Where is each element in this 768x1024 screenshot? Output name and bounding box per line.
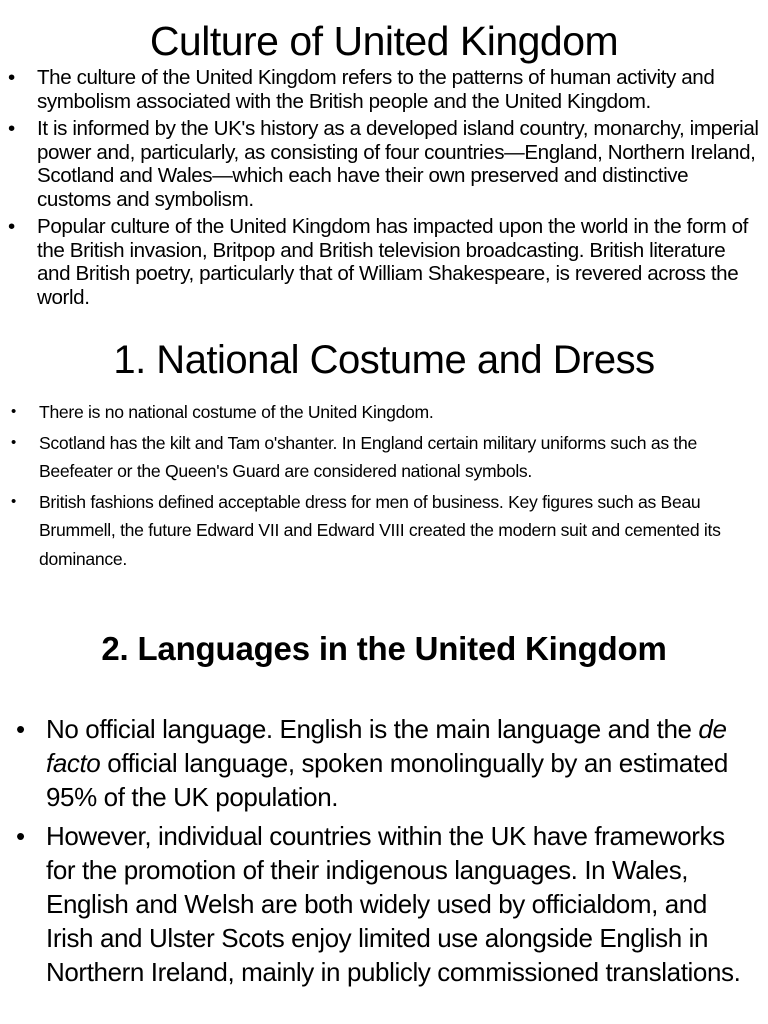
bullet-text: Popular culture of the United Kingdom has impacted upon the world in the form of the British invasion, Britpop and British television broadcasting. British literature and British poetry, particularly that of William Shakespeare, is revered across the world. — [37, 215, 748, 309]
bullet-text: There is no national costume of the United Kingdom. — [39, 402, 434, 422]
list-item — [11, 398, 759, 427]
list-item — [11, 429, 759, 486]
bullet-text-part: official language, spoken monolingually by an estimated 95% of the UK population. — [46, 748, 728, 812]
bullet-text: The culture of the United Kingdom refers to the patterns of human activity and symbolism associated with the British people and the United Kingdom. — [37, 66, 715, 113]
bullet-icon: • — [8, 117, 15, 140]
costume-bullet-list — [11, 398, 759, 575]
list-item — [16, 819, 758, 989]
bullet-icon: • — [16, 714, 25, 744]
section-heading-languages: 2. Languages in the United Kingdom — [101, 630, 667, 667]
page-title: Culture of United Kingdom — [149, 18, 619, 64]
list-item — [11, 488, 759, 574]
bullet-text: Scotland has the kilt and Tam o'shanter. In England certain military uniforms such as the Beefeater or the Queen's Guard are considered national symbols. — [39, 432, 697, 481]
bullet-icon: • — [8, 66, 15, 89]
bullet-text-part: No official language. English is the main language and the — [46, 714, 699, 744]
bullet-text: However, individual countries within the UK have frameworks for the promotion of their indigenous languages. In Wales, English and Welsh are both widely used by officialdom, and Irish and Ulster Scots enjoy limited use alongside English in Northern Ireland, mainly in publicly commissioned translations. — [46, 821, 741, 987]
list-item — [8, 215, 759, 309]
intro-bullet-list — [8, 66, 759, 313]
italic-term: de facto — [46, 714, 727, 778]
bullet-icon: • — [11, 433, 16, 451]
bullet-text: It is informed by the UK's history as a developed island country, monarchy, imperial power and, particularly, as consisting of four countries—England, Northern Ireland, Scotland and Wales—which each have their own preserved and distinctive customs and symbolism. — [37, 117, 759, 211]
section-heading-costume: 1. National Costume and Dress — [113, 338, 655, 382]
list-item — [8, 66, 759, 113]
list-item — [8, 117, 759, 211]
bullet-icon: • — [11, 403, 16, 420]
bullet-text — [46, 714, 728, 812]
languages-bullet-list — [16, 712, 758, 994]
bullet-text: British fashions defined acceptable dress for men of business. Key figures such as Beau Brummell, the future Edward VII and Edward VIII created the modern suit and cemented its dominance. — [39, 491, 721, 569]
list-item — [16, 712, 758, 814]
bullet-icon: • — [8, 215, 15, 238]
bullet-icon: • — [16, 821, 25, 851]
bullet-icon: • — [11, 492, 16, 510]
